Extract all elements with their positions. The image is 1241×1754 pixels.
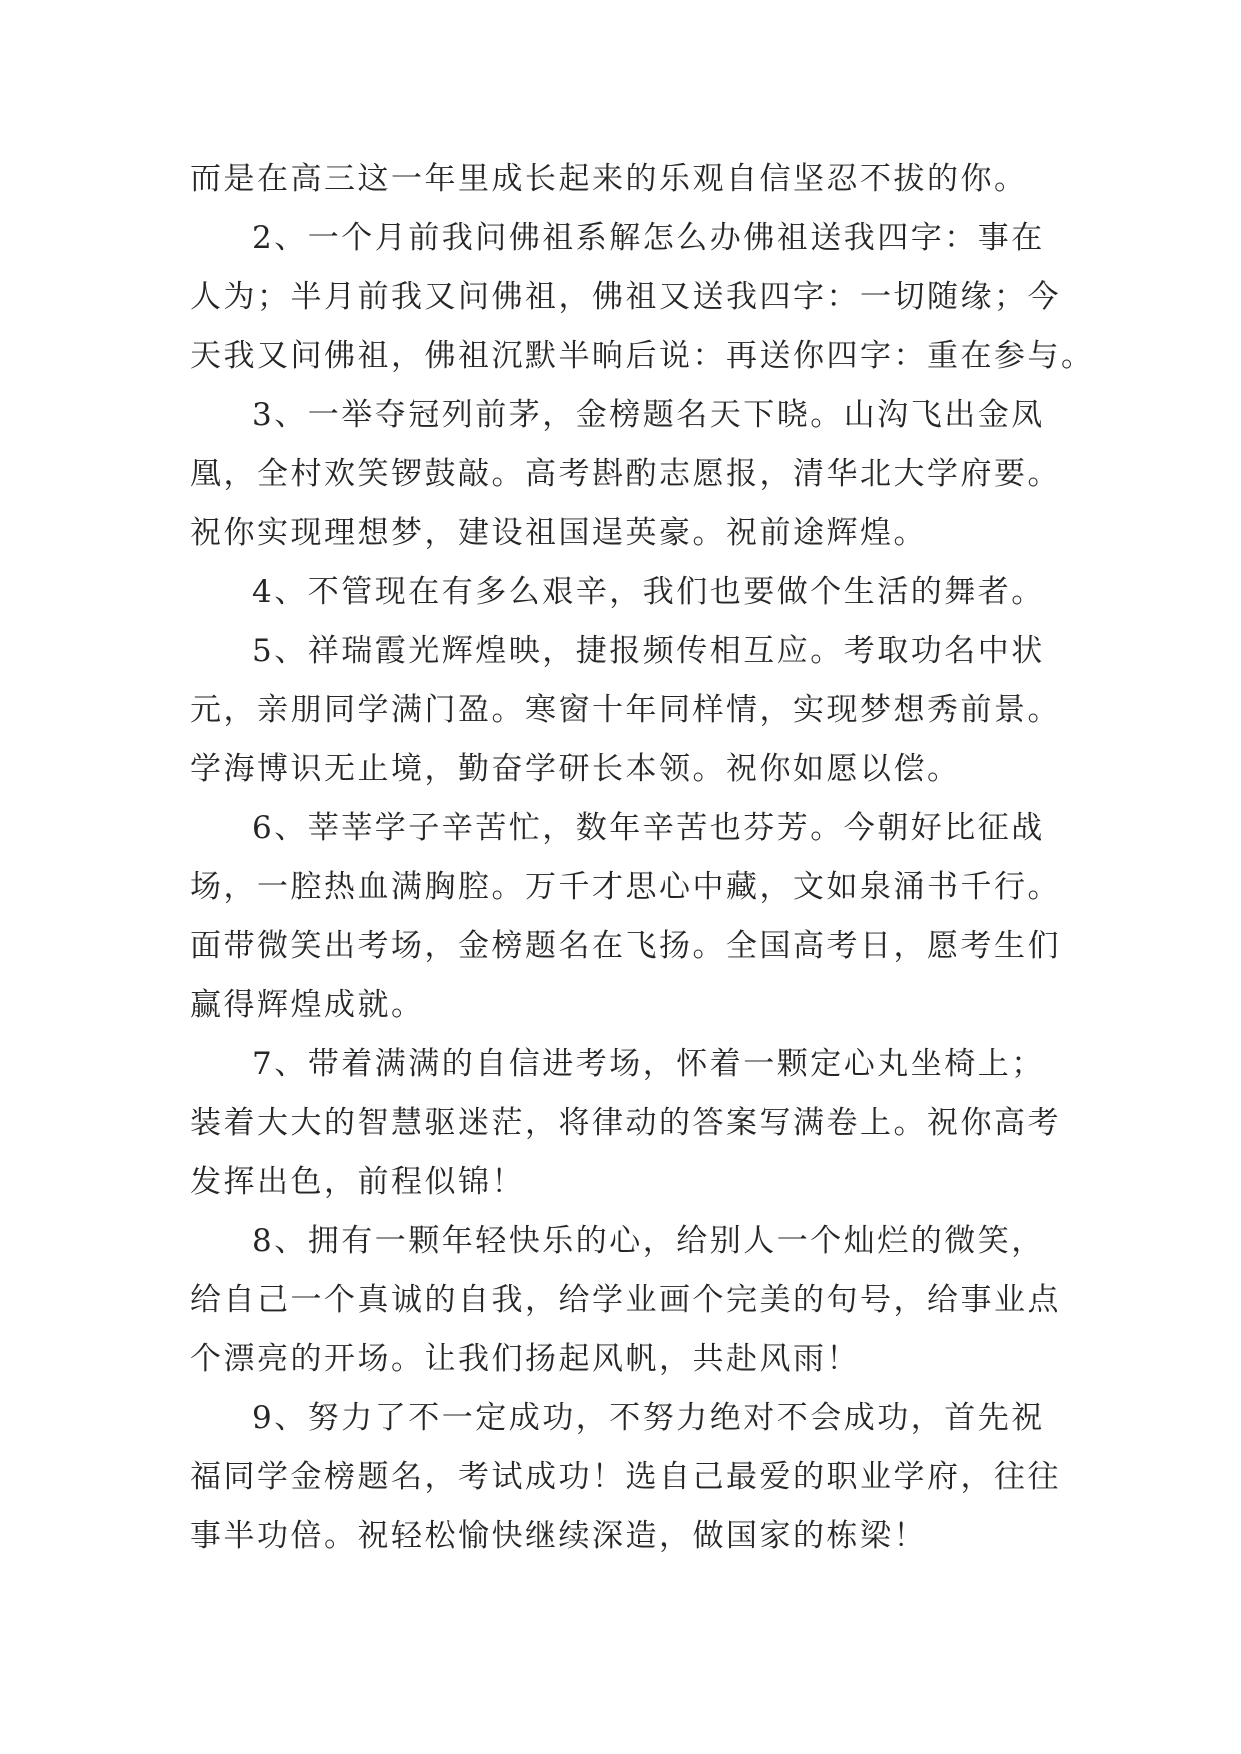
text-line: 个漂亮的开场。让我们扬起风帆，共赴风雨！ xyxy=(190,1341,860,1377)
text-line: 事半功倍。祝轻松愉快继续深造，做国家的栋梁！ xyxy=(190,1518,927,1554)
text-line: 天我又问佛祖，佛祖沉默半晌后说：再送你四字：重在参与。 xyxy=(190,338,1095,374)
text-line: 而是在高三这一年里成长起来的乐观自信坚忍不拔的你。 xyxy=(190,161,1028,197)
text-line: 4、不管现在有多么艰辛，我们也要做个生活的舞者。 xyxy=(252,574,1045,610)
text-line: 给自己一个真诚的自我，给学业画个完美的句号，给事业点 xyxy=(190,1282,1061,1318)
text-line: 面带微笑出考场，金榜题名在飞扬。全国高考日，愿考生们 xyxy=(190,928,1061,964)
document-body xyxy=(190,150,1095,1566)
text-line: 福同学金榜题名，考试成功！选自己最爱的职业学府，往往 xyxy=(190,1459,1061,1495)
text-line: 6、莘莘学子辛苦忙，数年辛苦也芬芳。今朝好比征战 xyxy=(252,810,1045,846)
text-line: 发挥出色，前程似锦！ xyxy=(190,1164,525,1200)
text-line: 9、努力了不一定成功，不努力绝对不会成功，首先祝 xyxy=(252,1400,1045,1436)
text-line: 人为；半月前我又问佛祖，佛祖又送我四字：一切随缘；今 xyxy=(190,279,1061,315)
text-line: 祝你实现理想梦，建设祖国逞英豪。祝前途辉煌。 xyxy=(190,515,927,551)
text-line: 凰，全村欢笑锣鼓敲。高考斟酌志愿报，清华北大学府要。 xyxy=(190,456,1061,492)
text-line: 2、一个月前我问佛祖系解怎么办佛祖送我四字：事在 xyxy=(252,220,1045,256)
text-line: 场，一腔热血满胸腔。万千才思心中藏，文如泉涌书千行。 xyxy=(190,869,1061,905)
text-line: 8、拥有一颗年轻快乐的心，给别人一个灿烂的微笑， xyxy=(252,1223,1045,1259)
text-line: 学海博识无止境，勤奋学研长本领。祝你如愿以偿。 xyxy=(190,751,961,787)
text-line: 元，亲朋同学满门盈。寒窗十年同样情，实现梦想秀前景。 xyxy=(190,692,1061,728)
text-line: 5、祥瑞霞光辉煌映，捷报频传相互应。考取功名中状 xyxy=(252,633,1045,669)
text-line: 赢得辉煌成就。 xyxy=(190,987,425,1023)
text-line: 3、一举夺冠列前茅，金榜题名天下晓。山沟飞出金凤 xyxy=(252,397,1045,433)
text-line: 装着大大的智慧驱迷茫，将律动的答案写满卷上。祝你高考 xyxy=(190,1105,1061,1141)
text-line: 7、带着满满的自信进考场，怀着一颗定心丸坐椅上； xyxy=(252,1046,1045,1082)
